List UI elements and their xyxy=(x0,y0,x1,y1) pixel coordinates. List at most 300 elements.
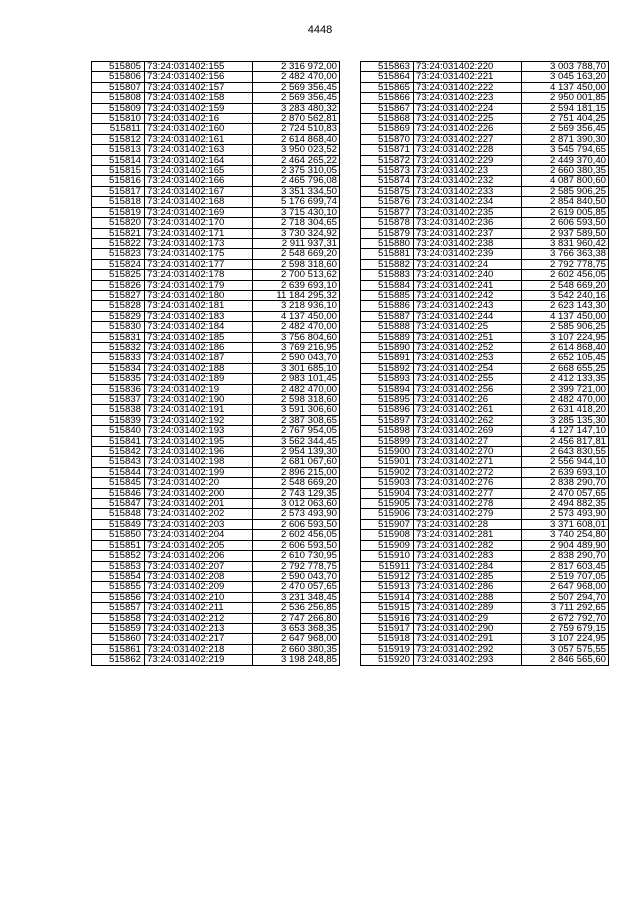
table-row xyxy=(92,488,340,498)
cadastral-value-cell: 2 838 290,70 xyxy=(522,551,609,561)
cadastral-value-cell: 3 653 368,35 xyxy=(253,623,340,633)
cadastral-value-cell: 2 747 266,80 xyxy=(253,613,340,623)
cadastral-value-cell: 2 449 370,40 xyxy=(522,155,609,165)
table-row xyxy=(92,447,340,457)
record-number-cell: 515881 xyxy=(361,249,414,259)
cadastral-value-cell: 2 594 181,15 xyxy=(522,103,609,113)
cadastral-value-cell: 2 672 792,70 xyxy=(522,613,609,623)
record-number-cell: 515823 xyxy=(92,249,145,259)
record-number-cell: 515919 xyxy=(361,644,414,654)
record-number-cell: 515830 xyxy=(92,322,145,332)
record-number-cell: 515874 xyxy=(361,176,414,186)
cadastral-value-cell: 4 137 450,00 xyxy=(522,82,609,92)
cadastral-value-cell: 3 057 575,55 xyxy=(522,644,609,654)
page-number: 4448 xyxy=(307,24,333,36)
record-number-cell: 515898 xyxy=(361,426,414,436)
cadastral-number-cell: 73:24:031402:183 xyxy=(145,311,253,321)
record-number-cell: 515834 xyxy=(92,363,145,373)
cadastral-value-cell: 3 831 960,42 xyxy=(522,238,609,248)
record-number-cell: 515873 xyxy=(361,166,414,176)
record-number-cell: 515812 xyxy=(92,134,145,144)
record-number-cell: 515809 xyxy=(92,103,145,113)
cadastral-number-cell: 73:24:031402:190 xyxy=(145,395,253,405)
record-number-cell: 515828 xyxy=(92,301,145,311)
cadastral-number-cell: 73:24:031402:261 xyxy=(414,405,522,415)
table-row xyxy=(92,228,340,238)
cadastral-number-cell: 73:24:031402:167 xyxy=(145,186,253,196)
record-number-cell: 515870 xyxy=(361,134,414,144)
table-row xyxy=(361,238,609,248)
table-row xyxy=(92,353,340,363)
cadastral-value-cell: 2 639 693,10 xyxy=(253,280,340,290)
table-row xyxy=(92,82,340,92)
cadastral-value-cell: 5 176 699,74 xyxy=(253,197,340,207)
cadastral-number-cell: 73:24:031402:23 xyxy=(414,166,522,176)
cadastral-value-cell: 2 614 868,40 xyxy=(253,134,340,144)
table-row xyxy=(92,322,340,332)
record-number-cell: 515829 xyxy=(92,311,145,321)
record-number-cell: 515886 xyxy=(361,301,414,311)
cadastral-number-cell: 73:24:031402:199 xyxy=(145,467,253,477)
cadastral-value-cell: 2 871 390,30 xyxy=(522,134,609,144)
cadastral-number-cell: 73:24:031402:195 xyxy=(145,436,253,446)
record-number-cell: 515806 xyxy=(92,72,145,82)
cadastral-number-cell: 73:24:031402:204 xyxy=(145,530,253,540)
cadastral-number-cell: 73:24:031402:170 xyxy=(145,218,253,228)
cadastral-number-cell: 73:24:031402:224 xyxy=(414,103,522,113)
cadastral-number-cell: 73:24:031402:270 xyxy=(414,447,522,457)
cadastral-number-cell: 73:24:031402:186 xyxy=(145,342,253,352)
cadastral-value-cell: 2 598 318,60 xyxy=(253,259,340,269)
cadastral-value-cell: 2 606 593,50 xyxy=(253,519,340,529)
record-number-cell: 515853 xyxy=(92,561,145,571)
cadastral-number-cell: 73:24:031402:165 xyxy=(145,166,253,176)
record-number-cell: 515895 xyxy=(361,395,414,405)
record-number-cell: 515899 xyxy=(361,436,414,446)
record-number-cell: 515860 xyxy=(92,634,145,644)
record-number-cell: 515914 xyxy=(361,592,414,602)
record-number-cell: 515855 xyxy=(92,582,145,592)
cadastral-value-cell: 2 792 778,75 xyxy=(253,561,340,571)
cadastral-value-cell: 2 724 510,83 xyxy=(253,124,340,134)
table-row xyxy=(92,103,340,113)
cadastral-value-cell: 3 107 224,95 xyxy=(522,634,609,644)
record-number-cell: 515816 xyxy=(92,176,145,186)
record-number-cell: 515848 xyxy=(92,509,145,519)
table-row xyxy=(92,623,340,633)
cadastral-number-cell: 73:24:031402:293 xyxy=(414,655,522,665)
record-number-cell: 515915 xyxy=(361,603,414,613)
cadastral-number-cell: 73:24:031402:171 xyxy=(145,228,253,238)
cadastral-value-cell: 2 838 290,70 xyxy=(522,478,609,488)
cadastral-number-cell: 73:24:031402:206 xyxy=(145,551,253,561)
record-number-cell: 515894 xyxy=(361,384,414,394)
table-row xyxy=(361,457,609,467)
cadastral-number-cell: 73:24:031402:285 xyxy=(414,571,522,581)
cadastral-number-cell: 73:24:031402:277 xyxy=(414,488,522,498)
cadastral-number-cell: 73:24:031402:205 xyxy=(145,540,253,550)
table-row xyxy=(92,530,340,540)
cadastral-value-cell: 3 711 292,65 xyxy=(522,603,609,613)
table-row xyxy=(92,540,340,550)
cadastral-value-cell: 3 231 348,45 xyxy=(253,592,340,602)
cadastral-value-cell: 3 769 216,95 xyxy=(253,342,340,352)
cadastral-number-cell: 73:24:031402:19 xyxy=(145,384,253,394)
cadastral-value-cell: 4 087 800,60 xyxy=(522,176,609,186)
table-row xyxy=(361,353,609,363)
cadastral-value-cell: 2 556 944,10 xyxy=(522,457,609,467)
record-number-cell: 515837 xyxy=(92,395,145,405)
cadastral-value-cell: 2 316 972,00 xyxy=(253,62,340,72)
cadastral-number-cell: 73:24:031402:218 xyxy=(145,644,253,654)
table-row xyxy=(361,342,609,352)
cadastral-number-cell: 73:24:031402:26 xyxy=(414,395,522,405)
record-number-cell: 515920 xyxy=(361,655,414,665)
table-row xyxy=(361,259,609,269)
cadastral-number-cell: 73:24:031402:156 xyxy=(145,72,253,82)
cadastral-number-cell: 73:24:031402:212 xyxy=(145,613,253,623)
cadastral-value-cell: 3 198 248,85 xyxy=(253,655,340,665)
table-row xyxy=(92,342,340,352)
cadastral-number-cell: 73:24:031402:222 xyxy=(414,82,522,92)
cadastral-value-cell: 2 623 143,30 xyxy=(522,301,609,311)
table-row xyxy=(92,238,340,248)
cadastral-number-cell: 73:24:031402:254 xyxy=(414,363,522,373)
cadastral-value-cell: 2 743 129,35 xyxy=(253,488,340,498)
records-table-left-body xyxy=(92,62,340,666)
table-row xyxy=(92,145,340,155)
cadastral-number-cell: 73:24:031402:203 xyxy=(145,519,253,529)
cadastral-number-cell: 73:24:031402:289 xyxy=(414,603,522,613)
cadastral-value-cell: 2 870 562,81 xyxy=(253,114,340,124)
table-row xyxy=(92,582,340,592)
table-row xyxy=(361,270,609,280)
table-row xyxy=(92,62,340,72)
record-number-cell: 515826 xyxy=(92,280,145,290)
cadastral-value-cell: 2 751 404,25 xyxy=(522,114,609,124)
cadastral-number-cell: 73:24:031402:283 xyxy=(414,551,522,561)
cadastral-number-cell: 73:24:031402:225 xyxy=(414,114,522,124)
cadastral-number-cell: 73:24:031402:185 xyxy=(145,332,253,342)
record-number-cell: 515857 xyxy=(92,603,145,613)
table-row xyxy=(92,561,340,571)
table-row xyxy=(92,384,340,394)
cadastral-number-cell: 73:24:031402:251 xyxy=(414,332,522,342)
record-number-cell: 515866 xyxy=(361,93,414,103)
cadastral-value-cell: 2 700 513,62 xyxy=(253,270,340,280)
cadastral-number-cell: 73:24:031402:227 xyxy=(414,134,522,144)
table-row xyxy=(92,155,340,165)
table-row xyxy=(92,551,340,561)
record-number-cell: 515827 xyxy=(92,290,145,300)
table-row xyxy=(361,311,609,321)
table-row xyxy=(92,186,340,196)
cadastral-value-cell: 4 137 450,00 xyxy=(253,311,340,321)
record-number-cell: 515897 xyxy=(361,415,414,425)
cadastral-value-cell: 3 950 023,52 xyxy=(253,145,340,155)
cadastral-number-cell: 73:24:031402:209 xyxy=(145,582,253,592)
record-number-cell: 515896 xyxy=(361,405,414,415)
table-row xyxy=(92,134,340,144)
cadastral-number-cell: 73:24:031402:241 xyxy=(414,280,522,290)
cadastral-number-cell: 73:24:031402:221 xyxy=(414,72,522,82)
cadastral-value-cell: 2 639 693,10 xyxy=(522,467,609,477)
record-number-cell: 515904 xyxy=(361,488,414,498)
cadastral-value-cell: 2 767 954,05 xyxy=(253,426,340,436)
cadastral-value-cell: 3 283 480,32 xyxy=(253,103,340,113)
record-number-cell: 515884 xyxy=(361,280,414,290)
table-row xyxy=(361,499,609,509)
cadastral-number-cell: 73:24:031402:253 xyxy=(414,353,522,363)
cadastral-value-cell: 2 536 256,85 xyxy=(253,603,340,613)
record-number-cell: 515842 xyxy=(92,447,145,457)
table-row xyxy=(92,613,340,623)
cadastral-value-cell: 3 301 685,10 xyxy=(253,363,340,373)
table-row xyxy=(92,603,340,613)
record-number-cell: 515864 xyxy=(361,72,414,82)
cadastral-value-cell: 2 631 418,20 xyxy=(522,405,609,415)
record-number-cell: 515878 xyxy=(361,218,414,228)
table-row xyxy=(92,457,340,467)
record-number-cell: 515832 xyxy=(92,342,145,352)
cadastral-number-cell: 73:24:031402:286 xyxy=(414,582,522,592)
cadastral-value-cell: 2 614 868,40 xyxy=(522,342,609,352)
record-number-cell: 515852 xyxy=(92,551,145,561)
table-row xyxy=(361,62,609,72)
cadastral-value-cell: 2 647 968,00 xyxy=(253,634,340,644)
table-row xyxy=(361,540,609,550)
record-number-cell: 515807 xyxy=(92,82,145,92)
record-number-cell: 515820 xyxy=(92,218,145,228)
cadastral-number-cell: 73:24:031402:29 xyxy=(414,613,522,623)
table-row xyxy=(361,655,609,665)
cadastral-number-cell: 73:24:031402:292 xyxy=(414,644,522,654)
record-number-cell: 515883 xyxy=(361,270,414,280)
table-row xyxy=(361,582,609,592)
table-row xyxy=(92,72,340,82)
record-number-cell: 515893 xyxy=(361,374,414,384)
table-row xyxy=(92,478,340,488)
cadastral-value-cell: 2 606 593,50 xyxy=(522,218,609,228)
cadastral-value-cell: 2 375 310,05 xyxy=(253,166,340,176)
cadastral-value-cell: 2 456 817,81 xyxy=(522,436,609,446)
cadastral-value-cell: 2 482 470,00 xyxy=(253,72,340,82)
record-number-cell: 515880 xyxy=(361,238,414,248)
cadastral-value-cell: 3 545 794,65 xyxy=(522,145,609,155)
table-row xyxy=(361,467,609,477)
table-row xyxy=(92,374,340,384)
cadastral-value-cell: 2 573 493,90 xyxy=(522,509,609,519)
cadastral-number-cell: 73:24:031402:188 xyxy=(145,363,253,373)
cadastral-number-cell: 73:24:031402:192 xyxy=(145,415,253,425)
cadastral-number-cell: 73:24:031402:236 xyxy=(414,218,522,228)
cadastral-value-cell: 2 904 489,90 xyxy=(522,540,609,550)
record-number-cell: 515813 xyxy=(92,145,145,155)
cadastral-value-cell: 2 482 470,00 xyxy=(253,322,340,332)
cadastral-value-cell: 2 548 669,20 xyxy=(253,249,340,259)
table-row xyxy=(92,270,340,280)
table-row xyxy=(361,82,609,92)
table-row xyxy=(92,332,340,342)
cadastral-number-cell: 73:24:031402:158 xyxy=(145,93,253,103)
cadastral-number-cell: 73:24:031402:235 xyxy=(414,207,522,217)
record-number-cell: 515875 xyxy=(361,186,414,196)
cadastral-number-cell: 73:24:031402:252 xyxy=(414,342,522,352)
table-row xyxy=(92,176,340,186)
cadastral-value-cell: 3 730 324,92 xyxy=(253,228,340,238)
cadastral-value-cell: 2 660 380,35 xyxy=(522,166,609,176)
cadastral-number-cell: 73:24:031402:164 xyxy=(145,155,253,165)
table-row xyxy=(92,519,340,529)
cadastral-value-cell: 2 519 707,05 xyxy=(522,571,609,581)
record-number-cell: 515838 xyxy=(92,405,145,415)
record-number-cell: 515815 xyxy=(92,166,145,176)
record-number-cell: 515902 xyxy=(361,467,414,477)
cadastral-value-cell: 2 610 730,95 xyxy=(253,551,340,561)
cadastral-number-cell: 73:24:031402:281 xyxy=(414,530,522,540)
table-row xyxy=(361,322,609,332)
cadastral-number-cell: 73:24:031402:28 xyxy=(414,519,522,529)
cadastral-value-cell: 4 127 147,10 xyxy=(522,426,609,436)
record-number-cell: 515882 xyxy=(361,259,414,269)
cadastral-number-cell: 73:24:031402:163 xyxy=(145,145,253,155)
table-row xyxy=(92,166,340,176)
cadastral-number-cell: 73:24:031402:175 xyxy=(145,249,253,259)
table-row xyxy=(361,623,609,633)
records-table-left xyxy=(91,61,340,666)
cadastral-value-cell: 2 718 304,65 xyxy=(253,218,340,228)
cadastral-number-cell: 73:24:031402:198 xyxy=(145,457,253,467)
table-row xyxy=(361,186,609,196)
record-number-cell: 515817 xyxy=(92,186,145,196)
cadastral-value-cell: 2 846 565,60 xyxy=(522,655,609,665)
cadastral-number-cell: 73:24:031402:179 xyxy=(145,280,253,290)
cadastral-value-cell: 3 766 363,38 xyxy=(522,249,609,259)
table-row xyxy=(361,155,609,165)
table-row xyxy=(361,280,609,290)
cadastral-value-cell: 2 387 308,65 xyxy=(253,415,340,425)
cadastral-value-cell: 2 759 679,15 xyxy=(522,623,609,633)
cadastral-number-cell: 73:24:031402:160 xyxy=(145,124,253,134)
cadastral-number-cell: 73:24:031402:238 xyxy=(414,238,522,248)
cadastral-number-cell: 73:24:031402:279 xyxy=(414,509,522,519)
cadastral-number-cell: 73:24:031402:189 xyxy=(145,374,253,384)
record-number-cell: 515901 xyxy=(361,457,414,467)
cadastral-value-cell: 3 371 608,01 xyxy=(522,519,609,529)
cadastral-value-cell: 3 107 224,95 xyxy=(522,332,609,342)
cadastral-number-cell: 73:24:031402:181 xyxy=(145,301,253,311)
cadastral-value-cell: 2 598 318,60 xyxy=(253,395,340,405)
record-number-cell: 515840 xyxy=(92,426,145,436)
record-number-cell: 515867 xyxy=(361,103,414,113)
record-number-cell: 515889 xyxy=(361,332,414,342)
cadastral-number-cell: 73:24:031402:187 xyxy=(145,353,253,363)
record-number-cell: 515862 xyxy=(92,655,145,665)
record-number-cell: 515892 xyxy=(361,363,414,373)
cadastral-value-cell: 2 412 133,35 xyxy=(522,374,609,384)
table-row xyxy=(361,332,609,342)
table-row xyxy=(92,655,340,665)
cadastral-value-cell: 2 937 589,50 xyxy=(522,228,609,238)
table-row xyxy=(92,207,340,217)
cadastral-number-cell: 73:24:031402:210 xyxy=(145,592,253,602)
cadastral-value-cell: 3 591 306,60 xyxy=(253,405,340,415)
record-number-cell: 515888 xyxy=(361,322,414,332)
record-number-cell: 515863 xyxy=(361,62,414,72)
table-row xyxy=(92,280,340,290)
cadastral-value-cell: 2 470 057,65 xyxy=(253,582,340,592)
cadastral-value-cell: 2 569 356,45 xyxy=(522,124,609,134)
table-row xyxy=(92,467,340,477)
cadastral-value-cell: 2 482 470,00 xyxy=(253,384,340,394)
record-number-cell: 515900 xyxy=(361,447,414,457)
cadastral-value-cell: 2 548 669,20 xyxy=(522,280,609,290)
record-number-cell: 515861 xyxy=(92,644,145,654)
record-number-cell: 515868 xyxy=(361,114,414,124)
cadastral-number-cell: 73:24:031402:159 xyxy=(145,103,253,113)
record-number-cell: 515845 xyxy=(92,478,145,488)
cadastral-value-cell: 2 619 005,85 xyxy=(522,207,609,217)
cadastral-number-cell: 73:24:031402:244 xyxy=(414,311,522,321)
cadastral-value-cell: 2 399 721,00 xyxy=(522,384,609,394)
cadastral-number-cell: 73:24:031402:271 xyxy=(414,457,522,467)
cadastral-value-cell: 2 602 456,05 xyxy=(253,530,340,540)
cadastral-number-cell: 73:24:031402:239 xyxy=(414,249,522,259)
record-number-cell: 515912 xyxy=(361,571,414,581)
cadastral-value-cell: 2 548 669,20 xyxy=(253,478,340,488)
cadastral-value-cell: 2 573 493,90 xyxy=(253,509,340,519)
cadastral-value-cell: 3 285 135,30 xyxy=(522,415,609,425)
records-table-right xyxy=(360,61,609,666)
table-row xyxy=(92,395,340,405)
record-number-cell: 515910 xyxy=(361,551,414,561)
record-number-cell: 515871 xyxy=(361,145,414,155)
record-number-cell: 515876 xyxy=(361,197,414,207)
record-number-cell: 515846 xyxy=(92,488,145,498)
cadastral-value-cell: 2 585 906,25 xyxy=(522,186,609,196)
table-row xyxy=(361,72,609,82)
table-row xyxy=(361,363,609,373)
record-number-cell: 515821 xyxy=(92,228,145,238)
table-row xyxy=(92,634,340,644)
cadastral-number-cell: 73:24:031402:234 xyxy=(414,197,522,207)
record-number-cell: 515819 xyxy=(92,207,145,217)
cadastral-number-cell: 73:24:031402:200 xyxy=(145,488,253,498)
record-number-cell: 515822 xyxy=(92,238,145,248)
cadastral-number-cell: 73:24:031402:193 xyxy=(145,426,253,436)
table-row xyxy=(361,374,609,384)
cadastral-value-cell: 3 715 430,10 xyxy=(253,207,340,217)
record-number-cell: 515905 xyxy=(361,499,414,509)
cadastral-value-cell: 3 045 163,20 xyxy=(522,72,609,82)
cadastral-number-cell: 73:24:031402:217 xyxy=(145,634,253,644)
cadastral-number-cell: 73:24:031402:223 xyxy=(414,93,522,103)
cadastral-number-cell: 73:24:031402:276 xyxy=(414,478,522,488)
table-row xyxy=(92,509,340,519)
table-row xyxy=(92,114,340,124)
cadastral-value-cell: 2 585 906,25 xyxy=(522,322,609,332)
cadastral-value-cell: 3 740 254,80 xyxy=(522,530,609,540)
cadastral-value-cell: 2 643 830,55 xyxy=(522,447,609,457)
table-row xyxy=(92,124,340,134)
table-row xyxy=(361,301,609,311)
cadastral-number-cell: 73:24:031402:228 xyxy=(414,145,522,155)
cadastral-number-cell: 73:24:031402:201 xyxy=(145,499,253,509)
cadastral-value-cell: 2 590 043,70 xyxy=(253,571,340,581)
cadastral-value-cell: 2 668 655,25 xyxy=(522,363,609,373)
cadastral-value-cell: 2 569 356,45 xyxy=(253,82,340,92)
records-table-right-body xyxy=(361,62,609,666)
